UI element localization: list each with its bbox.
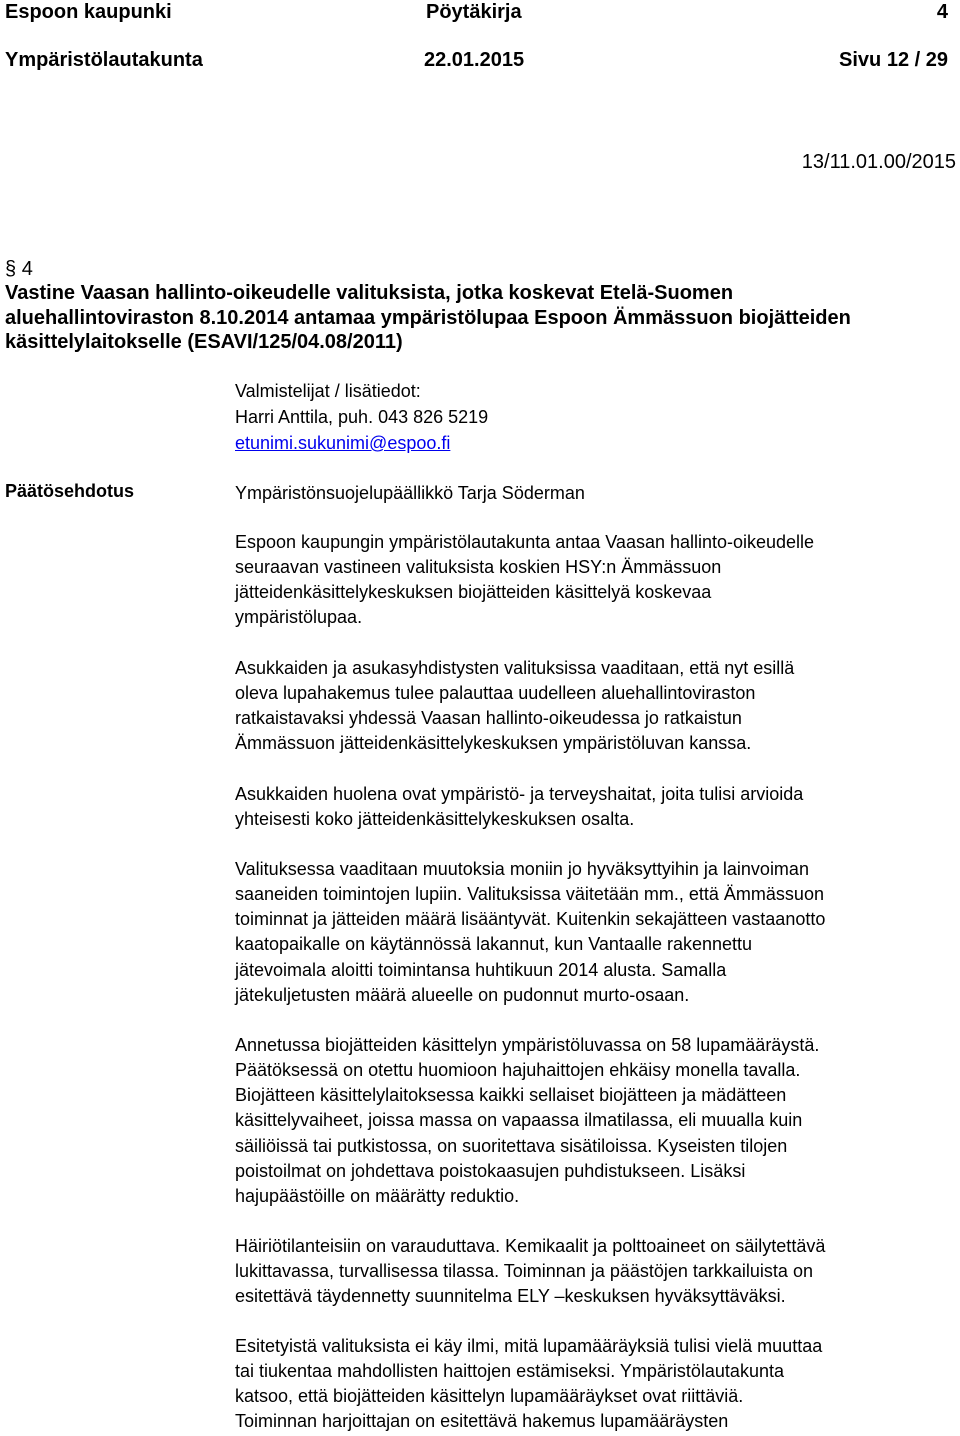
paragraph-line: ympäristölupaa. xyxy=(235,607,363,628)
paragraph-line: Päätöksessä on otettu huomioon hajuhaittojen ehkäisy monella tavalla. xyxy=(235,1060,801,1081)
paragraph-line: oleva lupahakemus tulee palauttaa uudelleen aluehallintoviraston xyxy=(235,683,756,704)
paragraph-line: Biojätteen käsittelylaitoksessa kaikki sellaiset biojätteen ja mädätteen xyxy=(235,1085,787,1106)
paragraph-line: säiliöissä tai putkistossa, on suoritettava sisätiloissa. Kyseisten tilojen xyxy=(235,1135,788,1156)
proposal-paragraph xyxy=(235,1033,955,1209)
header-date: 22.01.2015 xyxy=(424,49,525,71)
proposal-proposer: Ympäristönsuojelupäällikkö Tarja Söderman xyxy=(235,483,585,503)
header-page-number: Sivu 12 / 29 xyxy=(839,49,948,71)
section-title-line: Vastine Vaasan hallinto-oikeudelle valituksista, jotka koskevat Etelä-Suomen xyxy=(5,282,734,304)
section-title-line: aluehallintoviraston 8.10.2014 antamaa ympäristölupaa Espoon Ämmässuon biojätteiden xyxy=(5,306,851,329)
section-title xyxy=(5,281,945,355)
preparers-label: Valmistelijat / lisätiedot: xyxy=(235,381,421,401)
paragraph-line: ratkaistavaksi yhdessä Vaasan hallinto-oikeudessa jo ratkaistun xyxy=(235,708,742,729)
section-marker xyxy=(5,257,33,281)
case-id: 13/11.01.00/2015 xyxy=(801,151,956,173)
proposal-paragraph xyxy=(235,656,955,757)
preparers-name-phone: Harri Anttila, puh. 043 826 5219 xyxy=(235,407,489,427)
paragraph-line: yhteisesti koko jätteidenkäsittelykeskuksen osalta. xyxy=(235,809,635,830)
paragraph-line: tai tiukentaa mahdollisten haittojen estämiseksi. Ympäristölautakunta xyxy=(235,1361,784,1382)
paragraph-line: Valituksessa vaaditaan muutoksia moniin jo hyväksyttyihin ja lainvoiman xyxy=(235,859,809,879)
paragraph-line: hajupäästöille on määrätty reduktio. xyxy=(235,1185,520,1206)
paragraph-line: jätteidenkäsittelykeskuksen biojätteiden käsittelyä koskevaa xyxy=(235,582,712,603)
paragraph-line: kaatopaikalle on käytännössä lakannut, kun Vantaalle rakennettu xyxy=(235,934,753,955)
section-number: 4 xyxy=(21,258,33,280)
proposal-paragraph xyxy=(235,857,955,1008)
proposal-paragraph xyxy=(235,1334,955,1435)
paragraph-line: Toiminnan harjoittajan on esitettävä hakemus lupamääräysten xyxy=(235,1411,729,1432)
paragraph-line: Annetussa biojätteiden käsittelyn ympäristöluvassa on 58 lupamääräystä. xyxy=(235,1035,820,1055)
paragraph-line: käsittelyvaiheet, joissa massa on vapaassa ilmatilassa, eli muualla kuin xyxy=(235,1110,803,1131)
paragraph-line: lukittavassa, turvallisessa tilassa. Toiminnan ja päästöjen tarkkailuista on xyxy=(235,1261,813,1282)
paragraph-line: Asukkaiden ja asukasyhdistysten valituksissa vaaditaan, että nyt esillä xyxy=(235,658,795,678)
paragraph-line: toiminnat ja jätteiden määrä lisääntyvät. Kuitenkin sekajätteen vastaanotto xyxy=(235,909,826,930)
paragraph-line: jätevoimala aloitti toimintansa huhtikuun 2014 alusta. Samalla xyxy=(235,959,727,980)
header-board: Ympäristölautakunta xyxy=(5,49,203,71)
paragraph-line: saaneiden toimintojen lupiin. Valituksissa väitetään mm., että Ämmässuon xyxy=(235,884,824,905)
proposal-paragraph xyxy=(235,1234,955,1309)
header-city: Espoon kaupunki xyxy=(5,1,172,23)
paragraph-line: Esitetyistä valituksista ei käy ilmi, mitä lupamääräyksiä tulisi vielä muuttaa xyxy=(235,1336,823,1356)
header-doc-type: Pöytäkirja xyxy=(426,1,522,23)
preparers-block xyxy=(235,378,488,456)
paragraph-line: poistoilmat on johdettava poistokaasujen puhdistukseen. Lisäksi xyxy=(235,1160,746,1181)
proposal-label: Päätösehdotus xyxy=(5,481,135,501)
paragraph-line: Häiriötilanteisiin on varauduttava. Kemikaalit ja polttoaineet on säilytettävä xyxy=(235,1236,826,1256)
paragraph-line: Asukkaiden huolena ovat ympäristö- ja terveyshaitat, joita tulisi arvioida xyxy=(235,784,804,804)
section-symbol: § xyxy=(5,258,17,280)
paragraph-line: katsoo, että biojätteiden käsittelyn lupamääräykset ovat riittäviä. xyxy=(235,1386,744,1407)
proposal-paragraph xyxy=(235,530,955,631)
preparers-email-link[interactable]: etunimi.sukunimi@espoo.fi xyxy=(235,433,451,453)
paragraph-line: Espoon kaupungin ympäristölautakunta antaa Vaasan hallinto-oikeudelle xyxy=(235,532,815,552)
paragraph-line: seuraavan vastineen valituksista koskien HSY:n Ämmässuon xyxy=(235,557,722,578)
paragraph-line: Ämmässuon jätteidenkäsittelykeskuksen ympäristöluvan kanssa. xyxy=(235,733,752,754)
proposal-paragraph xyxy=(235,782,955,832)
section-title-line: käsittelylaitokselle (ESAVI/125/04.08/2011) xyxy=(5,331,403,353)
paragraph-line: jätekuljetusten määrä alueelle on pudonnut murto-osaan. xyxy=(235,984,690,1005)
paragraph-line: esitettävä täydennetty suunnitelma ELY –keskuksen hyväksyttäväksi. xyxy=(235,1286,786,1307)
header-section-number: 4 xyxy=(936,1,948,23)
